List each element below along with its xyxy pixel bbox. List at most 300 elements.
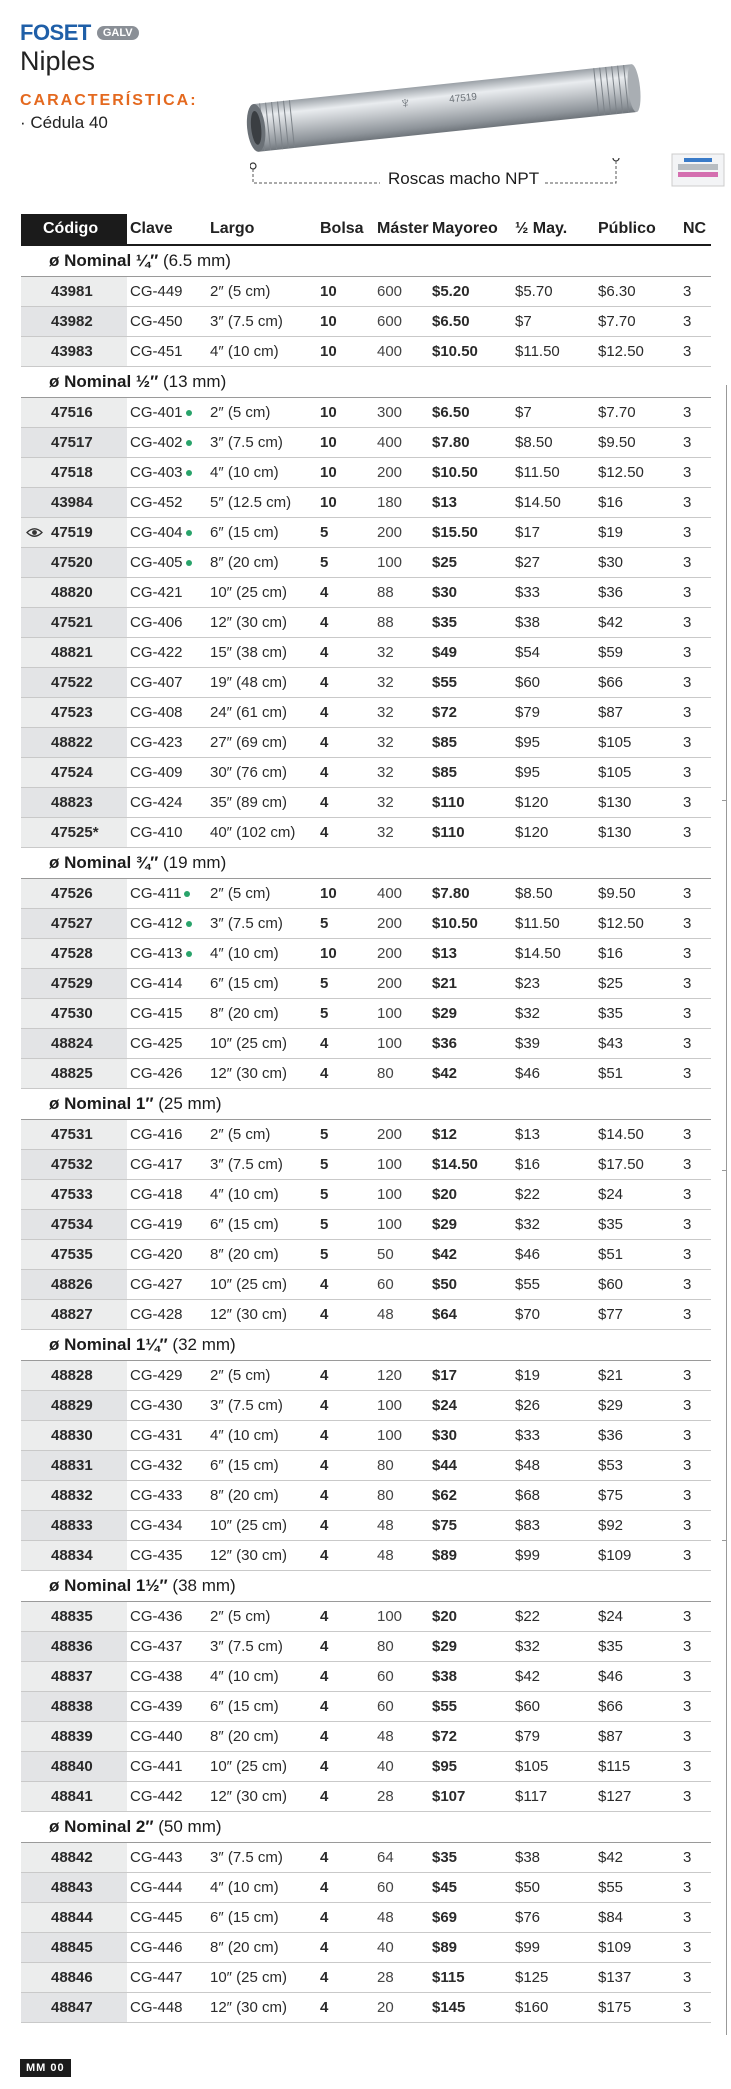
cell-clave-text: CG-437: [130, 1638, 183, 1655]
cell-nc-text: 3: [683, 1517, 692, 1534]
cell-mayoreo: [432, 548, 515, 577]
cell-largo: [210, 1993, 320, 2022]
cell-half-mayoreo: [515, 1662, 598, 1691]
table-row: [21, 1752, 711, 1782]
cell-bolsa: [320, 1150, 377, 1179]
cell-largo: [210, 578, 320, 607]
cell-largo-text: 3″ (7.5 cm): [210, 915, 283, 932]
cell-master: [377, 608, 432, 637]
cell-largo-text: 10″ (25 cm): [210, 584, 287, 601]
cell-largo: [210, 1662, 320, 1691]
cell-clave: [127, 1270, 210, 1299]
cell-clave: [127, 488, 210, 517]
cell-largo-text: 4″ (10 cm): [210, 945, 279, 962]
cell-bolsa-text: 10: [320, 434, 337, 451]
cell-mayoreo-text: $69: [432, 1909, 458, 1926]
eye-icon: [26, 527, 43, 538]
cell-mayoreo-text: $42: [432, 1246, 458, 1263]
cell-publico: [598, 1933, 683, 1962]
cell-nc-text: 3: [683, 1728, 692, 1745]
cell-nc-text: 3: [683, 1186, 692, 1203]
price-table: [21, 214, 711, 2023]
cell-largo-text: 2″ (5 cm): [210, 885, 271, 902]
cell-mayoreo: [432, 1993, 515, 2022]
cell-nc: [683, 1993, 711, 2022]
cell-code: [21, 277, 127, 306]
cell-master-text: 60: [377, 1879, 394, 1896]
cell-publico-text: $105: [598, 734, 632, 751]
col-bolsa: Bolsa: [320, 220, 364, 237]
cell-clave: [127, 728, 210, 757]
cell-nc: [683, 1451, 711, 1480]
cell-bolsa-text: 10: [320, 494, 337, 511]
cell-half-mayoreo: [515, 818, 598, 847]
table-row: [21, 1993, 711, 2023]
cell-clave-text: CG-431: [130, 1427, 183, 1444]
cell-bolsa-text: 5: [320, 975, 329, 992]
cell-largo-text: 12″ (30 cm): [210, 1547, 287, 1564]
cell-publico-text: $53: [598, 1457, 624, 1474]
cell-publico: [598, 1421, 683, 1450]
cell-mayoreo: [432, 1903, 515, 1932]
cell-bolsa-text: 5: [320, 915, 329, 932]
cell-publico: [598, 879, 683, 908]
cell-clave: [127, 758, 210, 787]
cell-mayoreo: [432, 458, 515, 487]
cell-master-text: 100: [377, 1005, 403, 1022]
cell-publico: [598, 398, 683, 427]
feature-item: · Cédula 40: [20, 113, 108, 132]
cell-code: [21, 1210, 127, 1239]
cell-publico-text: $51: [598, 1246, 624, 1263]
cell-bolsa: [320, 1059, 377, 1088]
cell-half-mayoreo-text: $32: [515, 1216, 541, 1233]
section-size-mm: (38 mm): [172, 1576, 236, 1595]
cell-master-text: 200: [377, 915, 403, 932]
cell-bolsa-text: 4: [320, 1849, 329, 1866]
cell-clave-text: CG-452: [130, 494, 183, 511]
cell-mayoreo: [432, 1782, 515, 1811]
cell-clave-text: CG-426: [130, 1065, 183, 1082]
cell-mayoreo: [432, 1421, 515, 1450]
cell-master-text: 32: [377, 824, 394, 841]
cell-publico: [598, 1180, 683, 1209]
cell-publico-text: $36: [598, 584, 624, 601]
cell-largo: [210, 1602, 320, 1631]
cell-code: [21, 1029, 127, 1058]
cell-clave-text: CG-436: [130, 1608, 183, 1625]
cell-half-mayoreo-text: $117: [515, 1788, 548, 1805]
cell-largo: [210, 337, 320, 366]
cell-mayoreo: [432, 1240, 515, 1269]
cell-mayoreo-text: $20: [432, 1186, 458, 1203]
cell-mayoreo-text: $95: [432, 1758, 458, 1775]
cell-publico: [598, 1692, 683, 1721]
cell-bolsa-text: 4: [320, 584, 329, 601]
cell-half-mayoreo: [515, 1843, 598, 1872]
cell-code: [21, 668, 127, 697]
cell-master-text: 20: [377, 1999, 394, 2016]
cell-clave: [127, 698, 210, 727]
cell-half-mayoreo-text: $13: [515, 1126, 541, 1143]
table-row: [21, 1511, 711, 1541]
cell-master-text: 48: [377, 1728, 394, 1745]
cell-clave: [127, 1391, 210, 1420]
cell-master: [377, 638, 432, 667]
cell-half-mayoreo: [515, 1210, 598, 1239]
cell-publico: [598, 1752, 683, 1781]
cell-nc-text: 3: [683, 1547, 692, 1564]
cell-bolsa: [320, 1692, 377, 1721]
cell-publico: [598, 1300, 683, 1329]
cell-mayoreo-text: $12: [432, 1126, 458, 1143]
cell-master: [377, 1511, 432, 1540]
cell-code-text: 48832: [51, 1487, 93, 1504]
cell-largo: [210, 1029, 320, 1058]
margin-tick: [722, 800, 727, 801]
cell-bolsa: [320, 488, 377, 517]
cell-clave-text: CG-451: [130, 343, 183, 360]
cell-mayoreo: [432, 1180, 515, 1209]
cell-nc: [683, 1029, 711, 1058]
cell-code: [21, 1602, 127, 1631]
cell-bolsa: [320, 1993, 377, 2022]
cell-largo-text: 3″ (7.5 cm): [210, 313, 283, 330]
cell-clave: [127, 548, 210, 577]
svg-text:♆: ♆: [398, 94, 413, 113]
cell-code: [21, 1361, 127, 1390]
cell-half-mayoreo: [515, 1993, 598, 2022]
cell-clave: [127, 608, 210, 637]
cell-nc-text: 3: [683, 1216, 692, 1233]
cell-clave: [127, 1632, 210, 1661]
cell-code: [21, 638, 127, 667]
cell-code-text: 48846: [51, 1969, 93, 1986]
cell-publico: [598, 608, 683, 637]
cell-master-text: 88: [377, 584, 394, 601]
cell-bolsa-text: 4: [320, 1608, 329, 1625]
cell-largo-text: 6″ (15 cm): [210, 1909, 279, 1926]
cell-code: [21, 1632, 127, 1661]
table-row: [21, 1300, 711, 1330]
cell-master: [377, 1692, 432, 1721]
cell-bolsa: [320, 307, 377, 336]
cell-mayoreo-text: $55: [432, 1698, 458, 1715]
cell-code-text: 47517: [51, 434, 93, 451]
table-row: [21, 1391, 711, 1421]
cell-nc: [683, 1602, 711, 1631]
cell-clave: [127, 1903, 210, 1932]
cell-half-mayoreo-text: $79: [515, 1728, 541, 1745]
cell-publico-text: $109: [598, 1939, 632, 1956]
cell-bolsa: [320, 788, 377, 817]
cell-nc-text: 3: [683, 554, 692, 571]
cell-half-mayoreo-text: $14.50: [515, 945, 561, 962]
cell-half-mayoreo-text: $55: [515, 1276, 541, 1293]
new-item-dot-icon: [184, 891, 190, 897]
cell-largo-text: 4″ (10 cm): [210, 1186, 279, 1203]
cell-half-mayoreo-text: $99: [515, 1547, 541, 1564]
table-row: [21, 818, 711, 848]
cell-nc: [683, 1391, 711, 1420]
cell-half-mayoreo-text: $120: [515, 794, 549, 811]
cell-master-text: 28: [377, 1788, 394, 1805]
cell-clave: [127, 1662, 210, 1691]
cell-publico-text: $66: [598, 1698, 624, 1715]
cell-code-text: 48842: [51, 1849, 93, 1866]
cell-half-mayoreo-text: $5.70: [515, 283, 553, 300]
cell-largo: [210, 1180, 320, 1209]
cell-half-mayoreo-text: $125: [515, 1969, 549, 1986]
cell-half-mayoreo-text: $11.50: [515, 464, 560, 481]
cell-publico: [598, 1150, 683, 1179]
cell-mayoreo: [432, 337, 515, 366]
cell-nc: [683, 668, 711, 697]
cell-code-text: 47522: [51, 674, 93, 691]
cell-half-mayoreo-text: $22: [515, 1608, 541, 1625]
cell-largo-text: 12″ (30 cm): [210, 1788, 287, 1805]
cell-publico: [598, 1029, 683, 1058]
cell-master-text: 40: [377, 1758, 394, 1775]
cell-clave-text: CG-448: [130, 1999, 183, 2016]
cell-clave-text: CG-410: [130, 824, 183, 841]
cell-mayoreo: [432, 668, 515, 697]
cell-largo: [210, 488, 320, 517]
new-item-dot-icon: [186, 410, 192, 416]
cell-publico-text: $12.50: [598, 915, 644, 932]
cell-largo-text: 12″ (30 cm): [210, 1306, 287, 1323]
cell-clave: [127, 578, 210, 607]
cell-master: [377, 1903, 432, 1932]
cell-publico-text: $105: [598, 764, 632, 781]
section-label: ø Nominal 2″: [49, 1817, 154, 1836]
cell-half-mayoreo: [515, 1029, 598, 1058]
cell-largo-text: 2″ (5 cm): [210, 283, 271, 300]
cell-mayoreo-text: $14.50: [432, 1156, 478, 1173]
cell-nc-text: 3: [683, 434, 692, 451]
cell-mayoreo: [432, 1933, 515, 1962]
cell-bolsa: [320, 1451, 377, 1480]
cell-bolsa-text: 4: [320, 1306, 329, 1323]
cell-publico: [598, 337, 683, 366]
cell-code: [21, 1843, 127, 1872]
cell-master: [377, 728, 432, 757]
cell-largo-text: 10″ (25 cm): [210, 1035, 287, 1052]
cell-publico: [598, 428, 683, 457]
cell-bolsa-text: 4: [320, 1065, 329, 1082]
cell-mayoreo: [432, 1059, 515, 1088]
cell-master: [377, 307, 432, 336]
cell-nc: [683, 1361, 711, 1390]
cell-master: [377, 1933, 432, 1962]
cell-half-mayoreo: [515, 728, 598, 757]
cell-half-mayoreo-text: $99: [515, 1939, 541, 1956]
cell-bolsa-text: 4: [320, 1969, 329, 1986]
cell-half-mayoreo: [515, 1481, 598, 1510]
cell-half-mayoreo: [515, 578, 598, 607]
cell-half-mayoreo-text: $33: [515, 1427, 541, 1444]
cell-publico: [598, 1602, 683, 1631]
cell-master-text: 80: [377, 1065, 394, 1082]
cell-code: [21, 458, 127, 487]
cell-mayoreo-text: $30: [432, 584, 458, 601]
cell-nc-text: 3: [683, 1246, 692, 1263]
cell-publico: [598, 458, 683, 487]
table-row: [21, 277, 711, 307]
table-row: [21, 1481, 711, 1511]
cell-clave-text: CG-403: [130, 464, 183, 481]
cell-master-text: 600: [377, 283, 403, 300]
cell-master: [377, 1210, 432, 1239]
cell-nc: [683, 1722, 711, 1751]
cell-clave: [127, 1963, 210, 1992]
cell-nc-text: 3: [683, 644, 692, 661]
new-item-dot-icon: [186, 951, 192, 957]
cell-mayoreo-text: $110: [432, 824, 465, 841]
cell-mayoreo-text: $5.20: [432, 283, 470, 300]
table-row: [21, 1210, 711, 1240]
cell-nc-text: 3: [683, 1608, 692, 1625]
cell-bolsa: [320, 758, 377, 787]
cell-nc: [683, 1059, 711, 1088]
cell-publico-text: $24: [598, 1186, 624, 1203]
cell-mayoreo: [432, 578, 515, 607]
cell-mayoreo: [432, 698, 515, 727]
cell-largo: [210, 969, 320, 998]
cell-half-mayoreo: [515, 788, 598, 817]
cell-master: [377, 1752, 432, 1781]
cell-mayoreo-text: $13: [432, 494, 458, 511]
cell-publico: [598, 788, 683, 817]
cell-largo-text: 8″ (20 cm): [210, 1246, 279, 1263]
cell-code: [21, 1240, 127, 1269]
cell-mayoreo: [432, 398, 515, 427]
cell-publico-text: $9.50: [598, 885, 636, 902]
cell-publico-text: $109: [598, 1547, 632, 1564]
cell-publico: [598, 1240, 683, 1269]
cell-clave: [127, 1782, 210, 1811]
cell-largo: [210, 1240, 320, 1269]
cell-half-mayoreo: [515, 1752, 598, 1781]
table-row: [21, 1722, 711, 1752]
cell-publico-text: $127: [598, 1788, 632, 1805]
cell-bolsa-text: 4: [320, 734, 329, 751]
cell-bolsa-text: 5: [320, 554, 329, 571]
cell-bolsa-text: 4: [320, 1999, 329, 2016]
cell-half-mayoreo: [515, 608, 598, 637]
cell-publico-text: $55: [598, 1879, 624, 1896]
section-rows: [21, 398, 711, 848]
cell-clave-text: CG-418: [130, 1186, 183, 1203]
cell-half-mayoreo: [515, 1391, 598, 1420]
cell-nc-text: 3: [683, 824, 692, 841]
cell-largo-text: 2″ (5 cm): [210, 1608, 271, 1625]
cell-publico-text: $14.50: [598, 1126, 644, 1143]
cell-publico-text: $59: [598, 644, 624, 661]
cell-code: [21, 939, 127, 968]
cell-master: [377, 818, 432, 847]
cell-clave-text: CG-429: [130, 1367, 183, 1384]
cell-mayoreo-text: $10.50: [432, 464, 478, 481]
cell-mayoreo-text: $7.80: [432, 434, 470, 451]
cell-mayoreo: [432, 1541, 515, 1570]
cell-code-text: 48840: [51, 1758, 93, 1775]
cell-master-text: 48: [377, 1517, 394, 1534]
cell-publico: [598, 1451, 683, 1480]
cell-mayoreo: [432, 909, 515, 938]
cell-publico-text: $75: [598, 1487, 624, 1504]
table-row: [21, 1361, 711, 1391]
cell-code: [21, 969, 127, 998]
section-rows: [21, 879, 711, 1089]
cell-mayoreo: [432, 1120, 515, 1149]
table-row: [21, 1120, 711, 1150]
cell-largo: [210, 939, 320, 968]
cell-clave-text: CG-440: [130, 1728, 183, 1745]
cell-largo-text: 6″ (15 cm): [210, 1457, 279, 1474]
cell-largo: [210, 1391, 320, 1420]
cell-publico-text: $130: [598, 794, 632, 811]
cell-nc: [683, 1692, 711, 1721]
cell-mayoreo: [432, 1602, 515, 1631]
cell-clave: [127, 1361, 210, 1390]
margin-tick: [722, 1170, 727, 1171]
cell-half-mayoreo-text: $23: [515, 975, 541, 992]
cell-mayoreo: [432, 1752, 515, 1781]
cell-largo: [210, 1150, 320, 1179]
cell-code-text: 47524: [51, 764, 93, 781]
cell-clave-text: CG-411: [130, 885, 182, 902]
cell-master-text: 100: [377, 1216, 403, 1233]
cell-largo-text: 5″ (12.5 cm): [210, 494, 292, 511]
cell-half-mayoreo: [515, 939, 598, 968]
cell-bolsa: [320, 999, 377, 1028]
cell-bolsa: [320, 1722, 377, 1751]
cell-code-text: 43981: [51, 283, 93, 300]
cell-clave: [127, 1752, 210, 1781]
cell-code: [21, 428, 127, 457]
section-heading: [21, 848, 711, 879]
cell-largo: [210, 879, 320, 908]
cell-clave-text: CG-406: [130, 614, 183, 631]
cell-largo: [210, 1903, 320, 1932]
table-row: [21, 578, 711, 608]
cell-bolsa: [320, 1782, 377, 1811]
cell-clave-text: CG-427: [130, 1276, 183, 1293]
cell-publico: [598, 1361, 683, 1390]
cell-nc-text: 3: [683, 524, 692, 541]
cell-mayoreo-text: $6.50: [432, 404, 470, 421]
cell-mayoreo-text: $55: [432, 674, 458, 691]
cell-publico-text: $7.70: [598, 404, 636, 421]
cell-mayoreo: [432, 1632, 515, 1661]
cell-master-text: 32: [377, 674, 394, 691]
cell-clave: [127, 1029, 210, 1058]
cell-half-mayoreo: [515, 1120, 598, 1149]
cell-clave: [127, 398, 210, 427]
section-label: ø Nominal 1½″: [49, 1576, 168, 1595]
cell-mayoreo-text: $6.50: [432, 313, 470, 330]
cell-master-text: 100: [377, 1035, 403, 1052]
cell-code: [21, 608, 127, 637]
cell-clave-text: CG-408: [130, 704, 183, 721]
cell-nc: [683, 277, 711, 306]
cell-half-mayoreo-text: $105: [515, 1758, 549, 1775]
cell-half-mayoreo-text: $39: [515, 1035, 541, 1052]
cell-mayoreo: [432, 788, 515, 817]
cell-bolsa-text: 5: [320, 1216, 329, 1233]
cell-largo: [210, 1873, 320, 1902]
